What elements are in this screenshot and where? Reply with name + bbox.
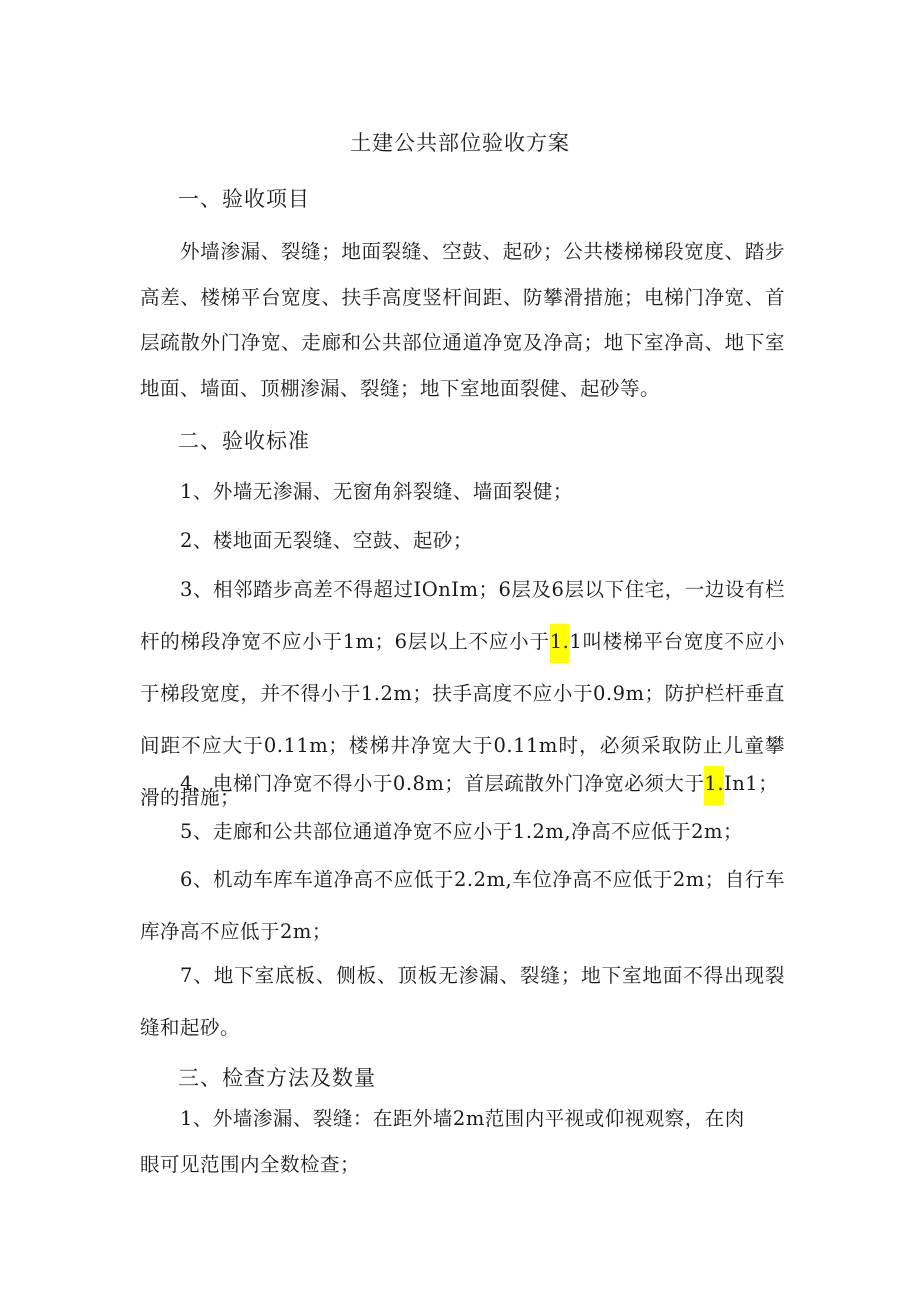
inspection-item-1-line-2: 眼可见范围内全数检查； xyxy=(140,1153,361,1176)
inspection-item-1-line-1: 1、外墙渗漏、裂缝：在距外墙2m范围内平视或仰视观察，在肉 xyxy=(180,1107,745,1130)
standard-item-6: 6、机动车库车道净高不应低于2.2m,车位净高不应低于2m；自行车库净高不应低于2m； xyxy=(140,868,785,943)
standard-item-3-text-b: 1叫楼梯平台宽度不应小于梯段宽度，并不得小于1.2m；扶手高度不应小于0.9m；防护栏杆垂直间距不应大于0.11m；楼梯井净宽大于0.11m时，必须采取防止儿童攀滑的措施； xyxy=(140,630,785,809)
acceptance-items-paragraph: 外墙渗漏、裂缝；地面裂缝、空鼓、起砂；公共楼梯梯段宽度、踏步高差、楼梯平台宽度、扶手高度竖杆间距、防攀滑措施；电梯门净宽、首层疏散外门净宽、走廊和公共部位通道净宽及净高；地下室净高、地下室地面、墙面、顶棚渗漏、裂缝；地下室地面裂健、起砂等。 xyxy=(140,240,785,400)
highlighted-text: 1. xyxy=(704,766,724,805)
standard-item-1: 1、外墙无渗漏、无窗角斜裂缝、墙面裂健； xyxy=(180,480,573,503)
document-title: 土建公共部位验收方案 xyxy=(350,131,570,155)
standard-item-5: 5、走廊和公共部位通道净宽不应小于1.2m,净高不应低于2m； xyxy=(180,820,744,843)
inspection-item-1 xyxy=(140,1096,785,1188)
standard-item-7: 7、地下室底板、侧板、顶板无渗漏、裂缝；地下室地面不得出现裂缝和起砂。 xyxy=(140,964,785,1039)
section-heading-acceptance-items: 一、验收项目 xyxy=(178,187,310,211)
standard-item-4-text-a: 4、电梯门净宽不得小于0.8m；首层疏散外门净宽必须大于 xyxy=(180,772,705,795)
section-heading-inspection-method: 三、检查方法及数量 xyxy=(178,1066,376,1090)
section-heading-acceptance-standards: 二、验收标准 xyxy=(178,429,310,453)
standard-item-2: 2、楼地面无裂缝、空鼓、起砂； xyxy=(180,529,473,552)
standard-item-4 xyxy=(140,758,785,810)
highlighted-text: 1. xyxy=(550,624,570,663)
standard-item-3-text-a: 3、相邻踏步高差不得超过IOnIm；6层及6层以下住宅，一边设有栏杆的梯段净宽不应小于1m；6层以上不应小于 xyxy=(140,578,785,653)
standard-item-4-text-b: In1； xyxy=(724,772,779,795)
